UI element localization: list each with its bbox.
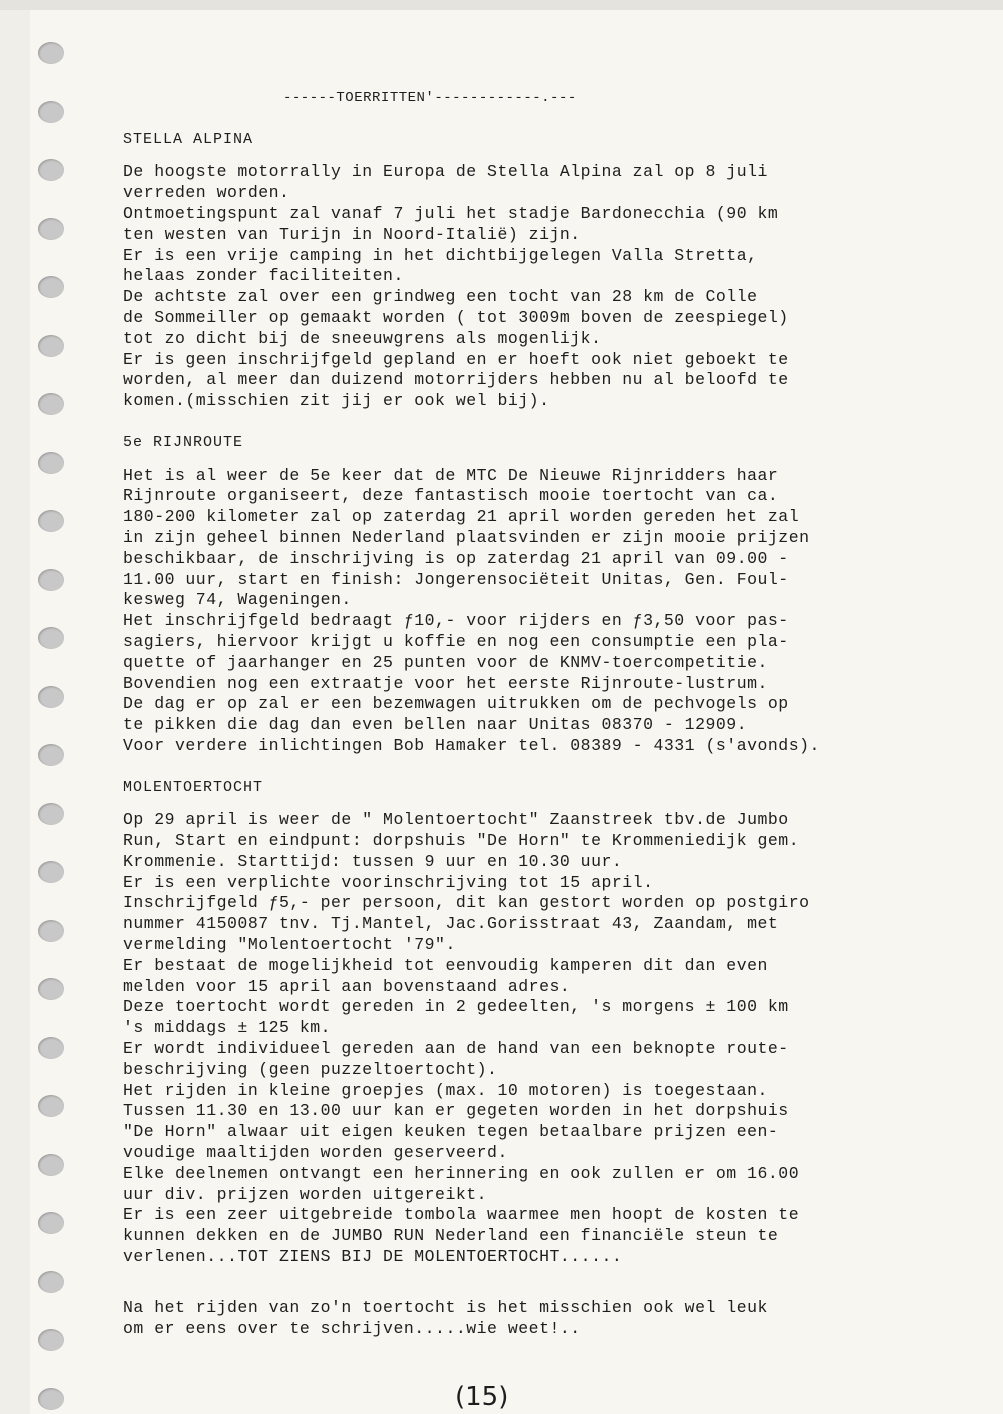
text-line: de Sommeiller op gemaakt worden ( tot 3009m boven de zeespiegel) bbox=[123, 307, 789, 327]
text-line: in zijn geheel binnen Nederland plaatsvinden er zijn mooie prijzen bbox=[123, 527, 810, 547]
binder-hole bbox=[38, 335, 64, 357]
binder-hole bbox=[38, 452, 64, 474]
text-line: nummer 4150087 tnv. Tj.Mantel, Jac.Gorisstraat 43, Zaandam, met bbox=[123, 914, 779, 934]
text-line: Elke deelnemen ontvangt een herinnering en ook zullen er om 16.00 bbox=[123, 1163, 800, 1183]
binder-hole bbox=[38, 510, 64, 532]
text-line: Er is een zeer uitgebreide tombola waarmee men hoopt de kosten te bbox=[123, 1205, 800, 1225]
text-line: uur div. prijzen worden uitgereikt. bbox=[123, 1184, 488, 1204]
binder-hole bbox=[38, 920, 64, 942]
section-molentoertocht bbox=[123, 778, 983, 1268]
text-line: Er is een vrije camping in het dichtbijgelegen Valla Stretta, bbox=[123, 245, 758, 265]
text-line: voudige maaltijden worden geserveerd. bbox=[123, 1143, 508, 1163]
binder-hole bbox=[38, 1329, 64, 1351]
section-heading: STELLA ALPINA bbox=[123, 130, 254, 148]
section-heading: 5e RIJNROUTE bbox=[123, 433, 244, 451]
text-line: beschikbaar, de inschrijving is op zaterdag 21 april van 09.00 - bbox=[123, 548, 789, 568]
page-left-edge bbox=[0, 0, 30, 1414]
text-line: te pikken die dag dan even bellen naar Unitas 08370 - 12909. bbox=[123, 715, 748, 735]
text-line: 180-200 kilometer zal op zaterdag 21 april worden gereden het zal bbox=[123, 507, 800, 527]
text-line: vermelding "Molentoertocht '79". bbox=[123, 935, 456, 955]
text-line: Ontmoetingspunt zal vanaf 7 juli het stadje Bardonecchia (90 km bbox=[123, 203, 779, 223]
section-paragraph bbox=[123, 162, 983, 412]
binder-hole bbox=[38, 1154, 64, 1176]
text-line: ten westen van Turijn in Noord-Italië) zijn. bbox=[123, 224, 581, 244]
text-line: Run, Start en eindpunt: dorpshuis "De Horn" te Krommeniedijk gem. bbox=[123, 831, 800, 851]
binder-hole bbox=[38, 1037, 64, 1059]
text-line: Na het rijden van zo'n toertocht is het misschien ook wel leuk bbox=[123, 1297, 768, 1317]
section-rijnroute bbox=[123, 433, 983, 757]
binder-hole bbox=[38, 218, 64, 240]
binder-hole bbox=[38, 1212, 64, 1234]
binder-hole bbox=[38, 101, 64, 123]
binder-hole bbox=[38, 978, 64, 1000]
text-line: verlenen...TOT ZIENS BIJ DE MOLENTOERTOCHT...... bbox=[123, 1247, 623, 1267]
section-heading: MOLENTOERTOCHT bbox=[123, 778, 264, 796]
binder-hole bbox=[38, 42, 64, 64]
text-line: tot zo dicht bij de sneeuwgrens als mogenlijk. bbox=[123, 328, 602, 348]
document-body bbox=[123, 88, 983, 1339]
text-line: "De Horn" alwaar uit eigen keuken tegen betaalbare prijzen een- bbox=[123, 1122, 779, 1142]
binder-hole bbox=[38, 1271, 64, 1293]
text-line: De hoogste motorrally in Europa de Stella Alpina zal op 8 juli bbox=[123, 162, 768, 182]
text-line: Op 29 april is weer de " Molentoertocht" Zaanstreek tbv.de Jumbo bbox=[123, 810, 789, 830]
text-line: 11.00 uur, start en finish: Jongerensociëteit Unitas, Gen. Foul- bbox=[123, 569, 789, 589]
binder-hole bbox=[38, 744, 64, 766]
text-line: Bovendien nog een extraatje voor het eerste Rijnroute-lustrum. bbox=[123, 673, 768, 693]
text-line: 's middags ± 125 km. bbox=[123, 1018, 332, 1038]
text-line: Het is al weer de 5e keer dat de MTC De Nieuwe Rijnridders haar bbox=[123, 465, 779, 485]
text-line: Het rijden in kleine groepjes (max. 10 motoren) is toegestaan. bbox=[123, 1080, 768, 1100]
page-top-edge bbox=[0, 0, 1003, 10]
binder-hole bbox=[38, 276, 64, 298]
text-line: melden voor 15 april aan bovenstaand adres. bbox=[123, 976, 571, 996]
text-line: worden, al meer dan duizend motorrijders hebben nu al beloofd te bbox=[123, 370, 789, 390]
binder-hole bbox=[38, 803, 64, 825]
text-line: kesweg 74, Wageningen. bbox=[123, 590, 352, 610]
section-paragraph bbox=[123, 466, 983, 757]
text-line: Krommenie. Starttijd: tussen 9 uur en 10.30 uur. bbox=[123, 851, 623, 871]
closing-paragraph bbox=[123, 1298, 983, 1340]
text-line: Er is een verplichte voorinschrijving tot 15 april. bbox=[123, 872, 654, 892]
text-line: Er bestaat de mogelijkheid tot eenvoudig kamperen dit dan even bbox=[123, 955, 768, 975]
text-line: Voor verdere inlichtingen Bob Hamaker tel. 08389 - 4331 (s'avonds). bbox=[123, 735, 820, 755]
binder-hole bbox=[38, 1095, 64, 1117]
text-line: De dag er op zal er een bezemwagen uitrukken om de pechvogels op bbox=[123, 694, 789, 714]
text-line: komen.(misschien zit jij er ook wel bij). bbox=[123, 391, 550, 411]
text-line: helaas zonder faciliteiten. bbox=[123, 266, 404, 286]
text-line: kunnen dekken en de JUMBO RUN Nederland een financiële steun te bbox=[123, 1226, 779, 1246]
binder-hole bbox=[38, 1388, 64, 1410]
text-line: Het inschrijfgeld bedraagt ƒ10,- voor rijders en ƒ3,50 voor pas- bbox=[123, 611, 789, 631]
text-line: Er is geen inschrijfgeld gepland en er hoeft ook niet geboekt te bbox=[123, 349, 789, 369]
binder-hole bbox=[38, 393, 64, 415]
section-stella-alpina bbox=[123, 130, 983, 412]
binder-hole bbox=[38, 627, 64, 649]
text-line: verreden worden. bbox=[123, 183, 290, 203]
text-line: sagiers, hiervoor krijgt u koffie en nog een consumptie een pla- bbox=[123, 631, 789, 651]
text-line: quette of jaarhanger en 25 punten voor de KNMV-toercompetitie. bbox=[123, 652, 768, 672]
binder-hole bbox=[38, 861, 64, 883]
binder-hole bbox=[38, 686, 64, 708]
text-line: Rijnroute organiseert, deze fantastisch mooie toertocht van ca. bbox=[123, 486, 779, 506]
text-line: Deze toertocht wordt gereden in 2 gedeelten, 's morgens ± 100 km bbox=[123, 997, 789, 1017]
text-line: De achtste zal over een grindweg een tocht van 28 km de Colle bbox=[123, 287, 758, 307]
text-line: beschrijving (geen puzzeltoertocht). bbox=[123, 1059, 498, 1079]
section-paragraph bbox=[123, 810, 983, 1268]
text-line: Inschrijfgeld ƒ5,- per persoon, dit kan gestort worden op postgiro bbox=[123, 893, 810, 913]
text-line: om er eens over te schrijven.....wie weet!.. bbox=[123, 1318, 581, 1338]
text-line: Tussen 11.30 en 13.00 uur kan er gegeten worden in het dorpshuis bbox=[123, 1101, 789, 1121]
binder-hole bbox=[38, 159, 64, 181]
binder-hole bbox=[38, 569, 64, 591]
text-line: Er wordt individueel gereden aan de hand van een beknopte route- bbox=[123, 1039, 789, 1059]
page-number: (15) bbox=[455, 1382, 509, 1412]
page-title: ------TOERRITTEN'------------.--- bbox=[283, 90, 577, 106]
